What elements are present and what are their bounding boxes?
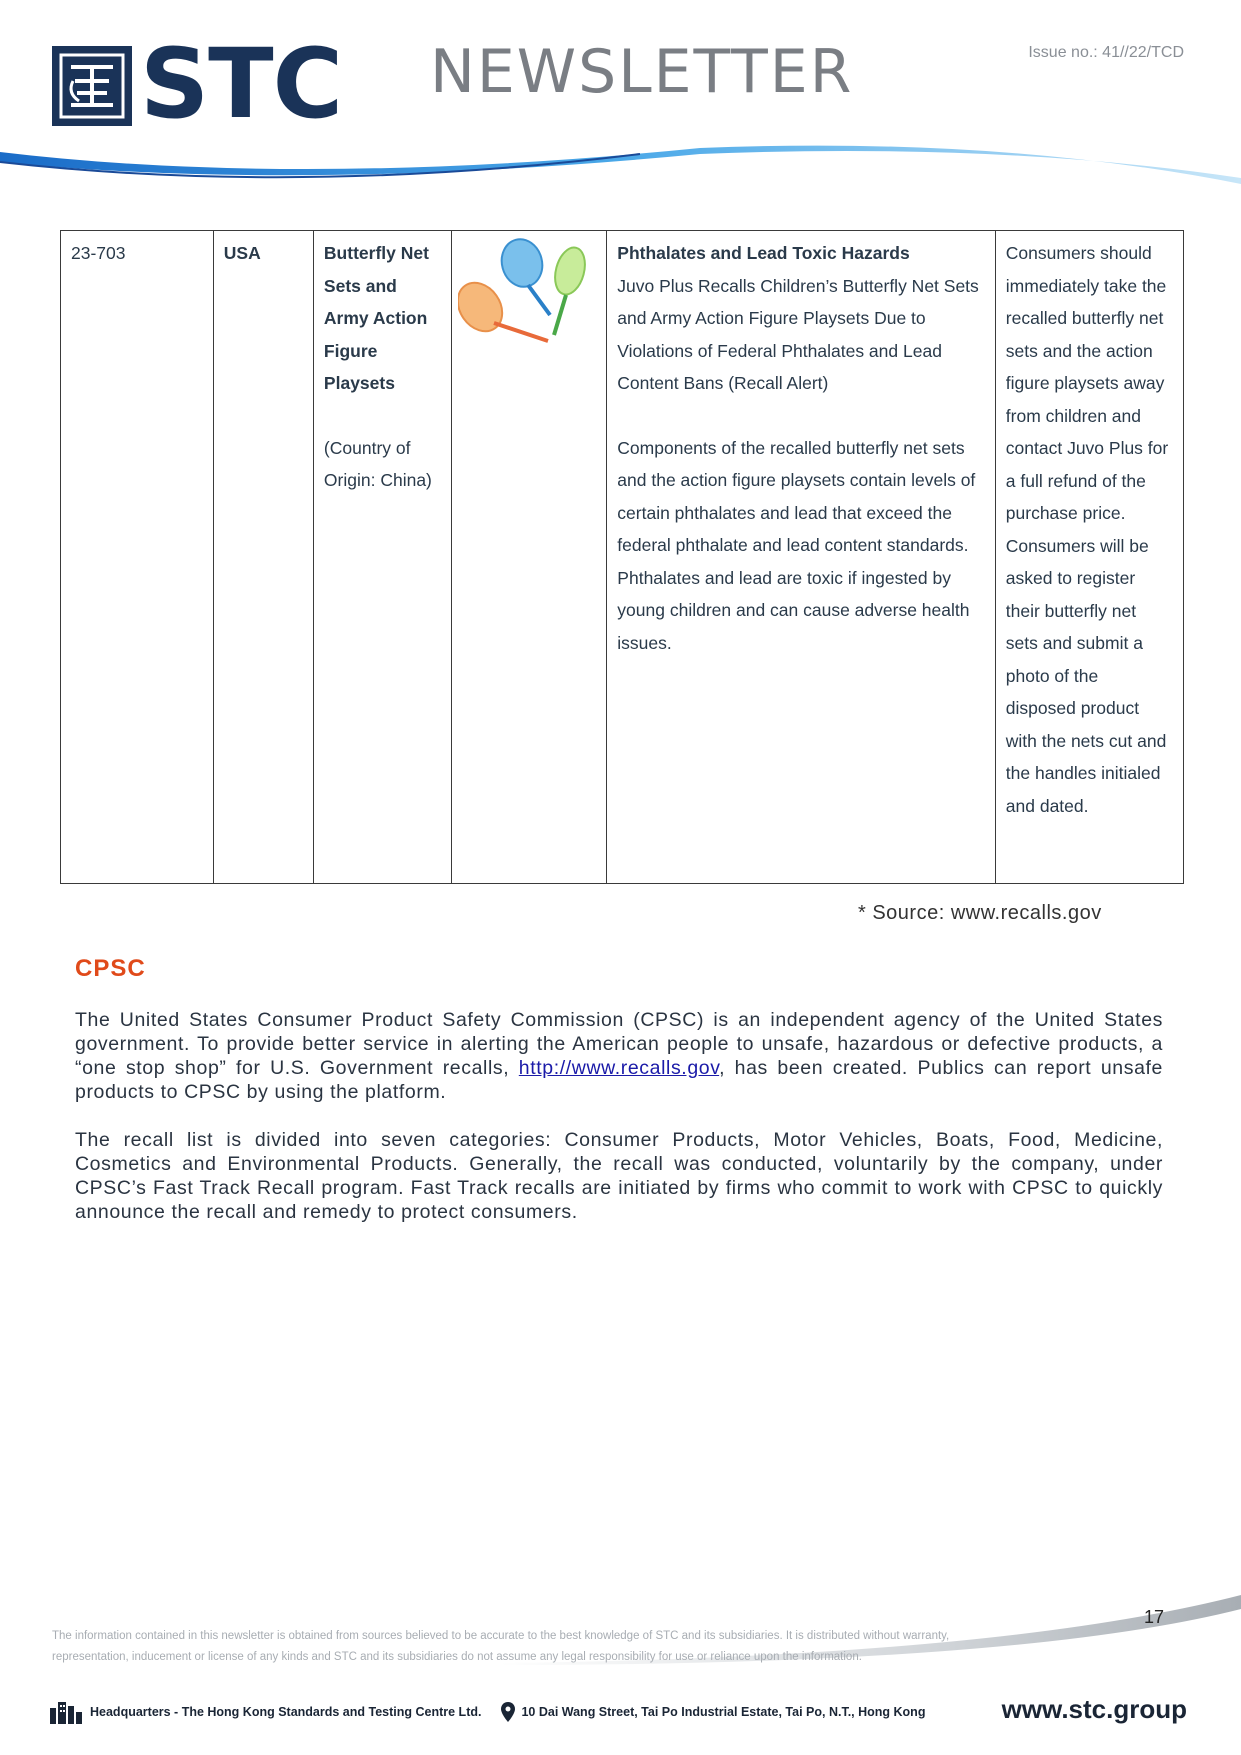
hazard-title: Phthalates and Lead Toxic Hazards	[617, 243, 910, 263]
building-icon	[48, 1700, 84, 1724]
logo-text: STC	[140, 28, 343, 140]
hazard-detail: Components of the recalled butterfly net sets and the action figure playsets contain levels of certain phthalates and lead that exceed the federal phthalate and lead content standards. Phthalates and lead are toxic if ingested by young children and can cause adverse health issues.	[617, 437, 976, 653]
address-text: 10 Dai Wang Street, Tai Po Industrial Estate, Tai Po, N.T., Hong Kong	[521, 1705, 926, 1719]
header-swoosh	[0, 140, 1241, 200]
cpsc-heading: CPSC	[75, 955, 146, 982]
butterfly-nets-image	[458, 237, 586, 349]
source-note: * Source: www.recalls.gov	[858, 902, 1102, 924]
cpsc-paragraph-1	[75, 1008, 1163, 1104]
cpsc-para1-text: The United States Consumer Product Safety Commission (CPSC) is an independent agency of the United States government. To provide better service in alerting the American people to unsafe, hazardous or defective products, a “one stop shop” for U.S. Government recalls,	[75, 1009, 1163, 1079]
newsletter-title: NEWSLETTER	[430, 37, 854, 107]
hazard-headline: Juvo Plus Recalls Children’s Butterfly Net Sets and Army Action Figure Playsets Due to Violations of Federal Phthalates and Lead Content Bans (Recall Alert)	[617, 275, 979, 393]
recall-ref: 23-703	[71, 243, 126, 263]
recall-hazard-cell	[607, 231, 995, 884]
stc-logo-mark	[52, 46, 132, 126]
recall-product-cell	[313, 231, 451, 884]
recall-table	[60, 230, 1184, 884]
remedy-text: Consumers should immediately take the recalled butterfly net sets and the action figure playsets away from children and contact Juvo Plus for a full refund of the purchase price. Consumers will be asked to register their butterfly net sets and submit a photo of the disposed product with the nets cut and the handles initialed and dated.	[1005, 243, 1169, 816]
recall-country: USA	[223, 243, 261, 263]
website-link[interactable]: www.stc.group	[1001, 1694, 1187, 1724]
cpsc-paragraph-2: The recall list is divided into seven categories: Consumer Products, Motor Vehicles, Boats, Food, Medicine, Cosmetics and Environmental Products. Generally, the recall was conducted, voluntarily by the company, under CPSC’s Fast Track Recall program. Fast Track recalls are initiated by firms who commit to work with CPSC to quickly announce the recall and remedy to protect consumers.	[75, 1129, 1163, 1223]
recall-country-cell	[213, 231, 313, 884]
stc-emblem-icon	[57, 51, 127, 121]
recall-remedy-cell	[995, 231, 1183, 884]
country-of-origin: (Country of Origin: China)	[323, 437, 432, 490]
cpsc-para1-tail: , has been created. Publics can report unsafe products to CPSC by using the platform.	[75, 1057, 1163, 1103]
recall-ref-cell	[61, 231, 214, 884]
recalls-gov-link[interactable]: http://www.recalls.gov	[518, 1057, 720, 1079]
disclaimer: The information contained in this newsletter is obtained from sources believed to be accurate to the best knowledge of STC and its subsidiaries. It is distributed without warranty, representation, inducement or license of any kinds and STC and its subsidiaries do not assume any legal responsibility for use or reliance upon the information.	[52, 1630, 950, 1663]
issue-number: Issue no.: 41//22/TCD	[1028, 44, 1184, 61]
page-number: 17	[1144, 1607, 1165, 1627]
table-row	[61, 231, 1184, 884]
location-pin-icon	[501, 1702, 515, 1722]
headquarters-text: Headquarters - The Hong Kong Standards and Testing Centre Ltd.	[90, 1705, 482, 1719]
recall-image-cell	[451, 231, 607, 884]
product-name: Butterfly Net Sets and Army Action Figure Playsets	[323, 243, 429, 393]
